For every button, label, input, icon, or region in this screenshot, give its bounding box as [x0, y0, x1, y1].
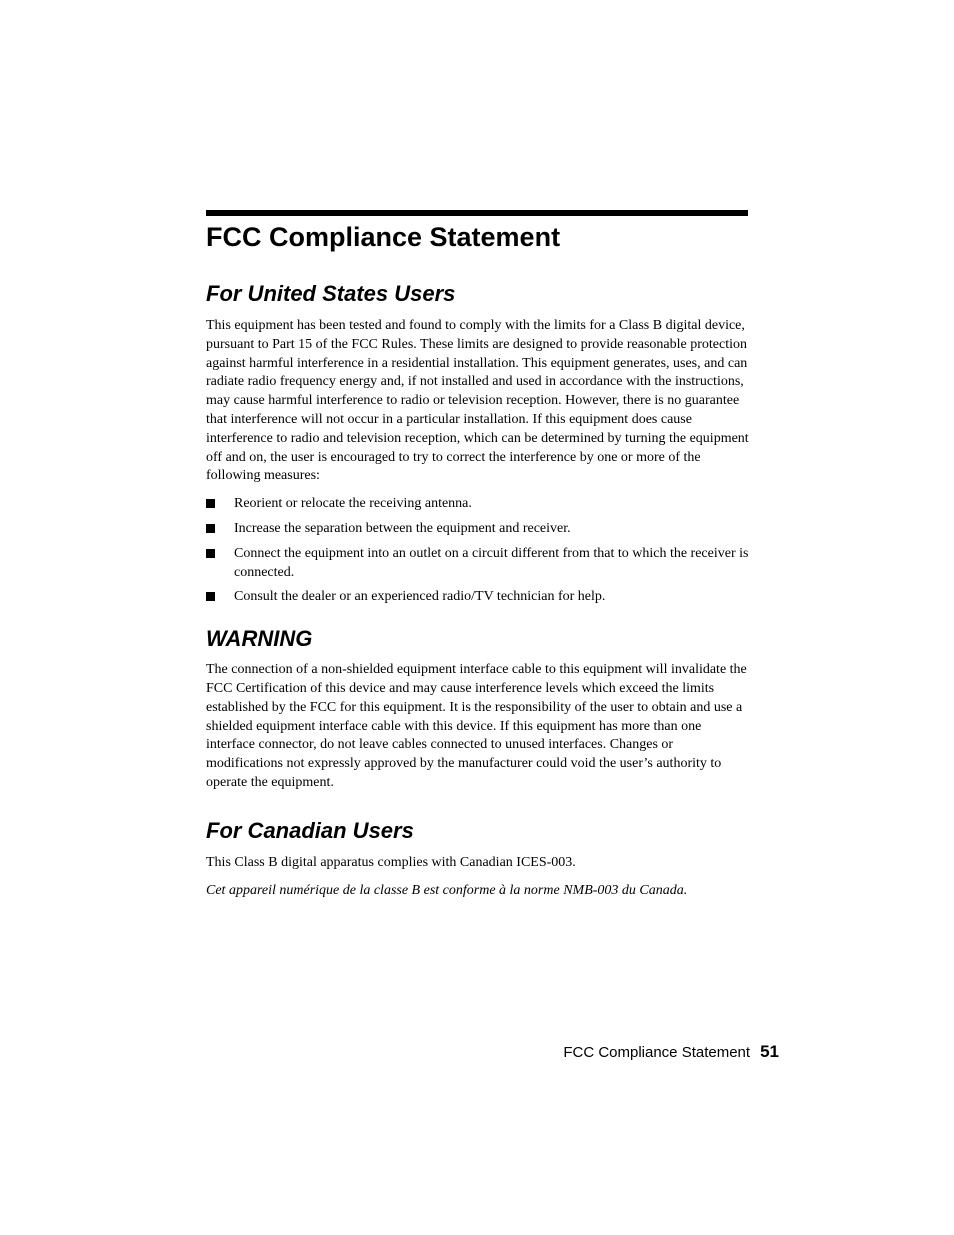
list-item	[206, 495, 751, 514]
list-item	[206, 520, 751, 539]
title-rule	[206, 210, 748, 216]
square-bullet-icon	[206, 499, 215, 508]
warning-heading: WARNING	[206, 626, 313, 652]
canadian-users-french-paragraph: Cet appareil numérique de la classe B est conforme à la norme NMB-003 du Canada.	[206, 882, 688, 898]
us-users-heading: For United States Users	[206, 281, 456, 306]
square-bullet-icon	[206, 524, 215, 533]
canadian-users-paragraph: This Class B digital apparatus complies with Canadian ICES-003.	[206, 854, 576, 870]
interference-measures-list	[206, 495, 751, 607]
list-item-text: Increase the separation between the equipment and receiver.	[234, 520, 571, 536]
page-number: 51	[760, 1042, 779, 1061]
page-content	[206, 218, 751, 900]
us-users-paragraph: This equipment has been tested and found to comply with the limits for a Class B digital device, pursuant to Part 15 of the FCC Rules. These limits are designed to provide reasonable protection against harmful interference in a residential installation. This equipment generates, uses, and can radiate radio frequency energy and, if not installed and used in accordance with the instructions, may cause harmful interference to radio or television reception. However, there is no guarantee that interference will not occur in a particular installation. If this equipment does cause interference to radio and television reception, which can be determined by turning the equipment off and on, the user is encouraged to try to correct the interference by one or more of the following measures:	[206, 318, 749, 484]
warning-paragraph: The connection of a non-shielded equipment interface cable to this equipment will invalidate the FCC Certification of this device and may cause interference levels which exceed the limits established by the FCC for this equipment. It is the responsibility of the user to obtain and use a shielded equipment interface cable with this device. If this equipment has more than one interface connector, do not leave cables connected to unused interfaces. Changes or modifications not expressly approved by the manufacturer could void the user’s authority to operate the equipment.	[206, 662, 747, 790]
list-item	[206, 588, 751, 607]
page-footer	[563, 1041, 779, 1064]
square-bullet-icon	[206, 592, 215, 601]
list-item-text: Reorient or relocate the receiving antenna.	[234, 496, 472, 512]
footer-section-title: FCC Compliance Statement	[563, 1044, 751, 1061]
list-item	[206, 545, 751, 583]
page-title: FCC Compliance Statement	[206, 222, 561, 252]
square-bullet-icon	[206, 549, 215, 558]
list-item-text: Connect the equipment into an outlet on a circuit different from that to which the receiver is connected.	[234, 545, 749, 580]
list-item-text: Consult the dealer or an experienced radio/TV technician for help.	[234, 589, 606, 605]
canadian-users-heading: For Canadian Users	[206, 817, 414, 843]
